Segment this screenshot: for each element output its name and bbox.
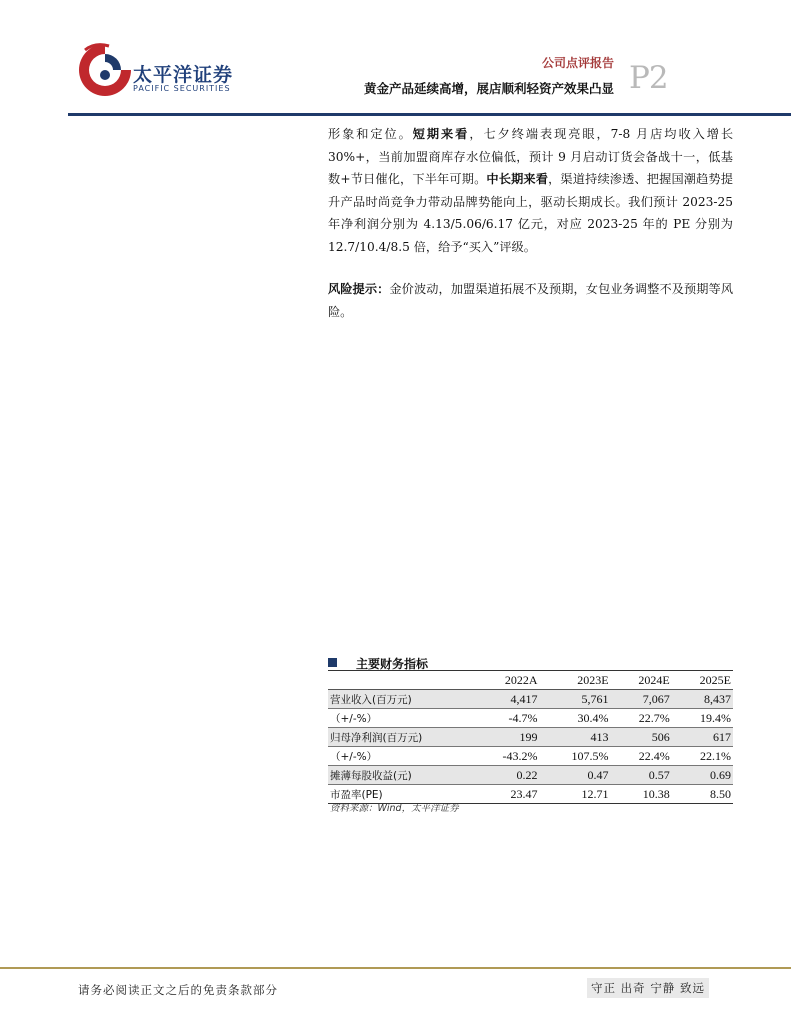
report-title: 黄金产品延续高增，展店顺利轻资产效果凸显 (363, 81, 614, 96)
row-label: （+/-%） (328, 747, 472, 766)
table-cell: 23.47 (472, 785, 540, 804)
intro-text: 形象和定位。 (328, 127, 413, 141)
financial-table-title: 主要财务指标 (356, 657, 429, 671)
table-cell: 30.4% (540, 709, 611, 728)
table-cell: 22.4% (611, 747, 672, 766)
column-header-year: 2025E (672, 671, 733, 690)
table-cell: 0.69 (672, 766, 733, 785)
logo-english-name: PACIFIC SECURITIES (133, 84, 231, 93)
column-header-year: 2024E (611, 671, 672, 690)
table-cell: 506 (611, 728, 672, 747)
outlook-paragraph (328, 123, 733, 258)
header-divider (68, 113, 791, 116)
table-row (328, 728, 733, 747)
page-number: P2 (629, 60, 668, 96)
table-cell: 617 (672, 728, 733, 747)
table-cell: 12.71 (540, 785, 611, 804)
table-row (328, 766, 733, 785)
table-cell: 0.47 (540, 766, 611, 785)
table-cell: 8,437 (672, 690, 733, 709)
table-cell: 10.38 (611, 785, 672, 804)
row-label: 市盈率(PE) (328, 785, 472, 804)
table-cell: 5,761 (540, 690, 611, 709)
mid-long-term-label: 中长期来看 (486, 172, 549, 186)
footer-motto: 守正 出奇 宁静 致远 (587, 978, 709, 998)
footer-divider (0, 967, 791, 969)
table-cell: -4.7% (472, 709, 540, 728)
table-cell: 19.4% (672, 709, 733, 728)
table-cell: 413 (540, 728, 611, 747)
table-source-note: 资料来源：Wind，太平洋证券 (330, 803, 459, 814)
risk-paragraph (328, 278, 733, 323)
row-label: 摊薄每股收益(元) (328, 766, 472, 785)
table-cell: -43.2% (472, 747, 540, 766)
mid-long-term-text: ，渠道持续渗透、把握国潮趋势提升产品时尚竞争力带动品牌势能向上，驱动长期成长。我们预计 2023-25 年净利润分别为 4.13/5.06/6.17 亿元，对应 2023-25 年的 PE 分别为 12.7/10.4/8.5 倍，给予“买入”评级。 (328, 172, 733, 254)
financial-indicators-table (328, 670, 733, 804)
table-header-row (328, 671, 733, 690)
company-logo (75, 40, 234, 100)
risk-label: 风险提示： (328, 282, 390, 296)
table-cell: 0.22 (472, 766, 540, 785)
table-cell: 22.7% (611, 709, 672, 728)
short-term-text: ，七夕终端表现亮眼，7-8 月店均收入增长 30%+，当前加盟商库存水位偏低，预计 9 月启动订货会备战十一，低基数+节日催化，下半年可期。 (328, 127, 734, 186)
row-label: 营业收入(百万元) (328, 690, 472, 709)
column-header-year: 2023E (540, 671, 611, 690)
table-cell: 199 (472, 728, 540, 747)
table-row (328, 690, 733, 709)
row-label: （+/-%） (328, 709, 472, 728)
column-header-year: 2022A (472, 671, 540, 690)
report-type: 公司点评报告 (541, 56, 614, 70)
table-cell: 0.57 (611, 766, 672, 785)
table-cell: 22.1% (672, 747, 733, 766)
table-cell: 4,417 (472, 690, 540, 709)
table-cell: 8.50 (672, 785, 733, 804)
table-cell: 7,067 (611, 690, 672, 709)
short-term-label: 短期来看 (412, 127, 470, 141)
logo-chinese-name: 太平洋证券 (133, 64, 234, 86)
table-cell: 107.5% (540, 747, 611, 766)
table-row (328, 709, 733, 728)
footer-disclaimer: 请务必阅读正文之后的免责条款部分 (78, 983, 278, 997)
square-bullet-icon (328, 658, 337, 667)
report-body (328, 123, 733, 323)
risk-text: 金价波动，加盟渠道拓展不及预期，女包业务调整不及预期等风险。 (328, 282, 734, 319)
pacific-securities-logo-icon (75, 40, 135, 100)
column-header-label (328, 671, 472, 690)
table-row (328, 747, 733, 766)
row-label: 归母净利润(百万元) (328, 728, 472, 747)
